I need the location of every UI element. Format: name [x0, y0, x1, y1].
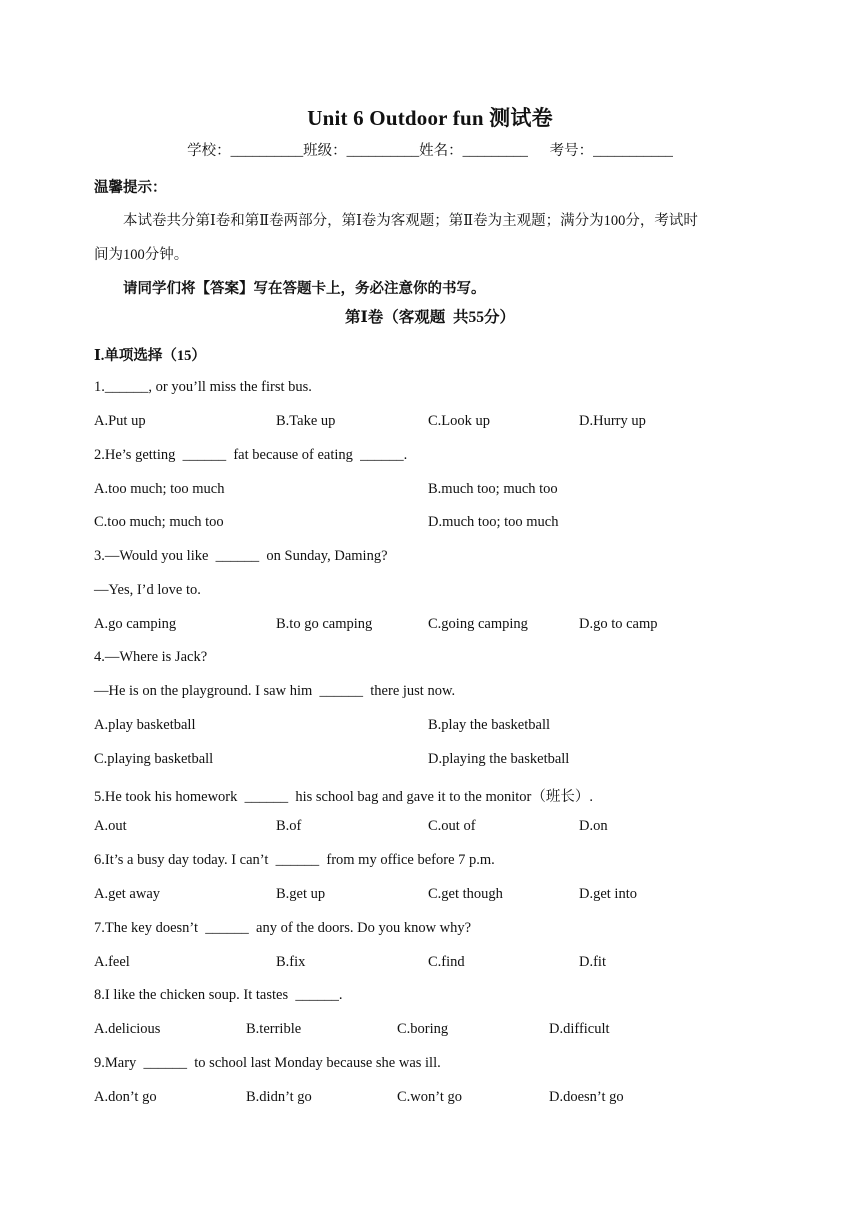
option-b: B.Take up	[276, 413, 336, 429]
option-b: B.much too; much too	[428, 481, 558, 497]
option-a: A.too much; too much	[94, 481, 225, 497]
option-c: C.boring	[397, 1021, 449, 1037]
option-d: D.much too; too much	[428, 514, 559, 530]
option-d: D.go to camp	[579, 616, 658, 632]
option-a: A.don’t go	[94, 1089, 157, 1105]
option-d: D.fit	[579, 954, 606, 970]
option-a: A.play basketball	[94, 717, 196, 733]
option-b: B.get up	[276, 886, 326, 902]
part1-heading: 第Ⅰ卷（客观题 共55分）	[344, 309, 515, 326]
question-stem: 7.The key doesn’t ______ any of the doors. Do you know why?	[94, 920, 472, 936]
option-c: C.out of	[428, 818, 476, 834]
question-stem: 2.He’s getting ______ fat because of eating ______.	[94, 447, 408, 463]
option-d: D.difficult	[549, 1021, 610, 1037]
student-info-line: 学校：__________班级：__________姓名：_________ 考号：___________	[187, 143, 673, 159]
question-stem: 3.—Would you like ______ on Sunday, Daming?	[94, 548, 388, 564]
option-d: D.Hurry up	[579, 413, 646, 429]
question-stem-2: —Yes, I’d love to.	[94, 582, 201, 598]
answer-notice: 请同学们将【答案】写在答题卡上，务必注意你的书写。	[123, 281, 486, 297]
question-stem: 1.______, or you’ll miss the first bus.	[94, 379, 312, 395]
section1-heading: Ⅰ.单项选择（15）	[94, 348, 206, 364]
exam-title: Unit 6 Outdoor fun 测试卷	[307, 106, 553, 130]
option-c: C.going camping	[428, 616, 528, 632]
question-stem: 5.He took his homework ______ his school bag and gave it to the monitor（班长）.	[94, 789, 593, 805]
question-stem: 4.—Where is Jack?	[94, 649, 208, 665]
option-c: C.Look up	[428, 413, 491, 429]
tip-label: 温馨提示：	[94, 180, 167, 196]
tip-text-2: 间为100分钟。	[94, 247, 189, 263]
option-a: A.feel	[94, 954, 130, 970]
option-b: B.to go camping	[276, 616, 373, 632]
option-b: B.of	[276, 818, 302, 834]
option-d: D.get into	[579, 886, 637, 902]
option-b: B.terrible	[246, 1021, 302, 1037]
question-stem: 6.It’s a busy day today. I can’t ______ from my office before 7 p.m.	[94, 852, 495, 868]
option-c: C.too much; much too	[94, 514, 224, 530]
option-a: A.Put up	[94, 413, 146, 429]
tip-text-1: 本试卷共分第Ⅰ卷和第Ⅱ卷两部分，第Ⅰ卷为客观题；第Ⅱ卷为主观题；满分为100分，考试时	[123, 213, 698, 229]
option-d: D.playing the basketball	[428, 751, 570, 767]
option-a: A.out	[94, 818, 127, 834]
option-a: A.go camping	[94, 616, 177, 632]
option-c: C.get though	[428, 886, 503, 902]
option-c: C.won’t go	[397, 1089, 462, 1105]
question-stem-2: —He is on the playground. I saw him ______ there just now.	[94, 683, 456, 699]
question-stem: 8.I like the chicken soup. It tastes ______.	[94, 987, 343, 1003]
question-stem: 9.Mary ______ to school last Monday because she was ill.	[94, 1055, 441, 1071]
option-b: B.play the basketball	[428, 717, 551, 733]
option-d: D.doesn’t go	[549, 1089, 624, 1105]
option-a: A.get away	[94, 886, 161, 902]
option-b: B.fix	[276, 954, 306, 970]
option-a: A.delicious	[94, 1021, 161, 1037]
option-c: C.playing basketball	[94, 751, 214, 767]
option-c: C.find	[428, 954, 465, 970]
option-b: B.didn’t go	[246, 1089, 312, 1105]
option-d: D.on	[579, 818, 608, 834]
